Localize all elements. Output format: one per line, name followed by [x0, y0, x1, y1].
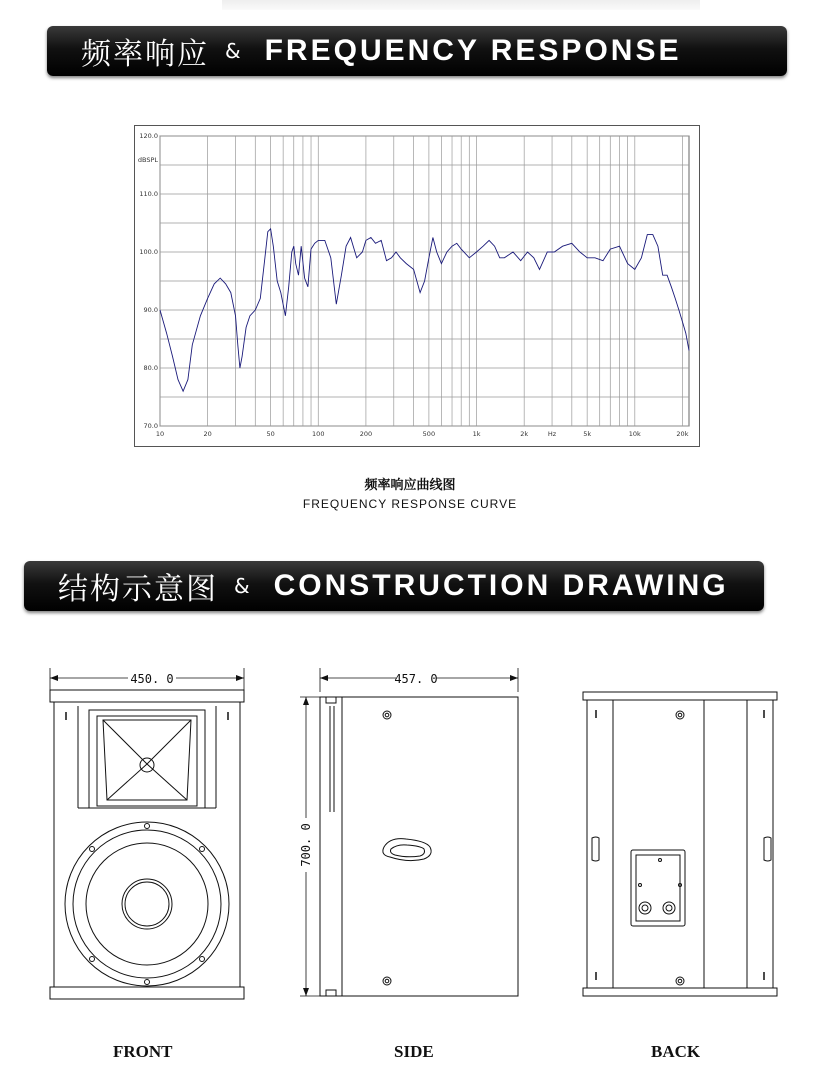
- x-tick-label: 100: [312, 430, 325, 438]
- x-tick-label: 200: [359, 430, 373, 438]
- side-view-label: SIDE: [394, 1042, 434, 1061]
- x-tick-label: 5k: [583, 430, 592, 438]
- back-view: [583, 692, 777, 996]
- front-view-label: FRONT: [113, 1042, 173, 1061]
- banner-ampersand: &: [234, 574, 250, 598]
- frequency-response-chart: [134, 125, 700, 447]
- back-view-label: BACK: [651, 1042, 701, 1061]
- x-tick-label: 20: [203, 430, 212, 438]
- x-tick-label: 50: [266, 430, 275, 438]
- y-axis-label: dBSPL: [137, 156, 158, 165]
- construction-drawing: [0, 640, 820, 1020]
- x-tick-label: 1k: [472, 430, 481, 438]
- x-tick-label: 2k: [520, 430, 529, 438]
- chart-caption-en: FREQUENCY RESPONSE CURVE: [302, 497, 518, 511]
- y-tick-label: 80.0: [143, 364, 158, 372]
- height-dimension: 700. 0: [299, 823, 313, 867]
- x-tick-label: 20k: [676, 430, 689, 438]
- banner-title-zh: 频率响应: [81, 37, 209, 72]
- chart-frame: [135, 126, 700, 447]
- y-tick-label: 120.0: [139, 132, 158, 140]
- front-view: [50, 668, 244, 999]
- x-tick-label: 10k: [628, 430, 641, 438]
- y-tick-label: 110.0: [139, 190, 158, 198]
- x-axis-label: Hz: [547, 430, 557, 438]
- front-width-dimension: 450. 0: [130, 672, 174, 686]
- x-tick-label: 10: [155, 430, 165, 438]
- x-tick-label: 500: [422, 430, 436, 438]
- frequency-response-banner: [47, 26, 787, 76]
- banner-title-en: FREQUENCY RESPONSE: [264, 34, 682, 67]
- construction-drawing-banner: [24, 561, 764, 611]
- banner-title-zh: 结构示意图: [58, 572, 218, 607]
- y-tick-label: 70.0: [143, 422, 158, 430]
- top-rule: [222, 0, 700, 10]
- side-view: [300, 668, 518, 996]
- y-tick-label: 100.0: [139, 248, 158, 256]
- banner-ampersand: &: [225, 39, 241, 63]
- y-tick-label: 90.0: [143, 306, 158, 314]
- banner-title-en: CONSTRUCTION DRAWING: [273, 569, 729, 602]
- side-depth-dimension: 457. 0: [394, 672, 438, 686]
- chart-caption-zh: 频率响应曲线图: [364, 478, 456, 493]
